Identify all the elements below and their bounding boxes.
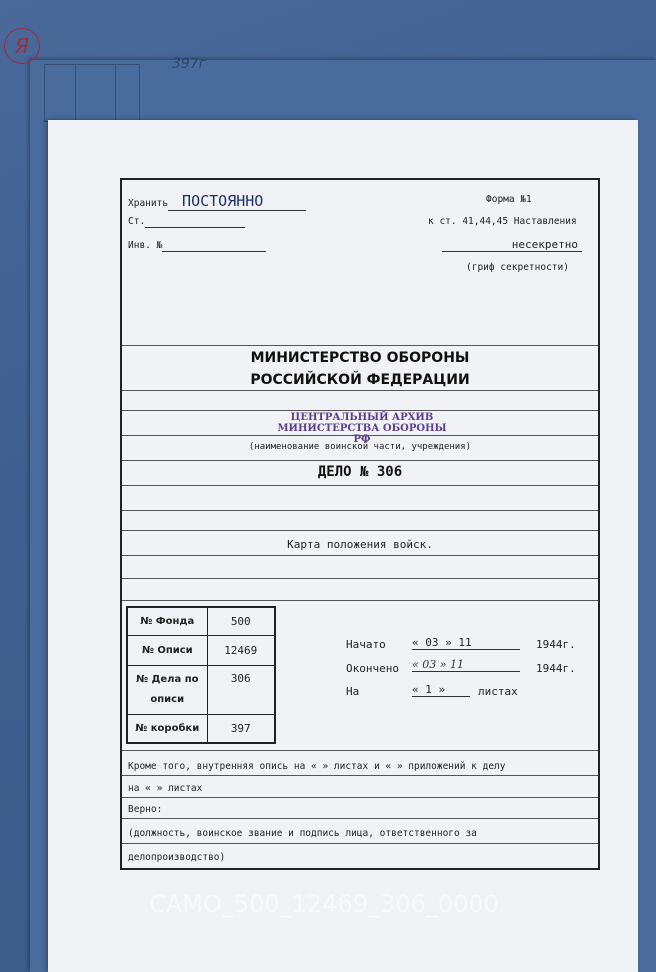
table-row bbox=[127, 715, 275, 743]
st-reference: к ст. 41,44,45 Наставления bbox=[428, 216, 577, 227]
keep-row bbox=[128, 192, 306, 211]
stamp-line-2: МИНИСТЕРСТВА ОБОРОНЫ РФ bbox=[277, 423, 447, 445]
inventory-line-2: на « » листах bbox=[128, 783, 203, 794]
signature-caption-2: делопроизводство) bbox=[128, 852, 226, 863]
rule-line bbox=[122, 485, 598, 486]
inv-row bbox=[128, 240, 266, 252]
opis-label: № Описи bbox=[127, 635, 207, 665]
ministry-line-1: МИНИСТЕРСТВО ОБОРОНЫ bbox=[250, 350, 470, 366]
st-label: Ст. bbox=[128, 216, 146, 227]
delo-value: 306 bbox=[207, 666, 275, 715]
table-row bbox=[127, 635, 275, 665]
secrecy-row bbox=[442, 238, 582, 252]
rule-line bbox=[122, 578, 598, 579]
keep-label: Хранить bbox=[128, 198, 169, 209]
rule-line bbox=[122, 390, 598, 391]
archive-stamp bbox=[272, 412, 452, 445]
stamp-line-1: ЦЕНТРАЛЬНЫЙ АРХИВ bbox=[290, 412, 434, 423]
pencil-number: 397г bbox=[172, 56, 207, 72]
rule-line bbox=[122, 750, 598, 751]
rule-line bbox=[122, 460, 598, 461]
rule-line bbox=[122, 555, 598, 556]
case-title: ДЕЛО № 306 bbox=[317, 464, 403, 480]
sheets-value: « 1 » bbox=[412, 683, 470, 697]
archive-index-table bbox=[126, 606, 276, 744]
rule-line bbox=[122, 510, 598, 511]
verified-label: Верно: bbox=[128, 804, 163, 815]
fond-label: № Фонда bbox=[127, 607, 207, 635]
rule-line bbox=[122, 797, 598, 798]
table-row bbox=[127, 666, 275, 715]
sheets-label: На bbox=[346, 685, 360, 698]
opis-value: 12469 bbox=[207, 635, 275, 665]
sheets-unit: листах bbox=[478, 685, 518, 698]
unit-caption: (наименование воинской части, учреждения) bbox=[248, 442, 472, 452]
case-cover-form bbox=[120, 178, 600, 870]
form-label: Форма №1 bbox=[486, 194, 532, 205]
ended-value: « 03 » 11 bbox=[412, 658, 520, 672]
st-row bbox=[128, 216, 245, 228]
rule-line bbox=[122, 345, 598, 346]
archive-watermark: САМО_500_12469_306_0000 bbox=[149, 890, 499, 918]
rule-line bbox=[122, 530, 598, 531]
secrecy-value: несекретно bbox=[442, 238, 582, 252]
started-label: Начато bbox=[346, 638, 386, 651]
case-subject: Карта положения войск. bbox=[287, 538, 433, 551]
archive-label-sticker bbox=[44, 64, 140, 122]
ministry-line-2: РОССИЙСКОЙ ФЕДЕРАЦИИ bbox=[250, 372, 470, 388]
box-label: № коробки bbox=[127, 715, 207, 743]
circled-letter-mark: Я bbox=[4, 28, 40, 64]
delo-label: № Дела по описи bbox=[127, 666, 207, 715]
rule-line bbox=[122, 818, 598, 819]
box-value: 397 bbox=[207, 715, 275, 743]
inventory-line: Кроме того, внутренняя опись на « » листах и « » приложений к делу bbox=[128, 761, 506, 772]
inv-label: Инв. № bbox=[128, 240, 163, 251]
rule-line bbox=[122, 843, 598, 844]
table-row bbox=[127, 607, 275, 635]
started-value: « 03 » 11 bbox=[412, 636, 520, 650]
started-year: 1944г. bbox=[536, 638, 576, 651]
ended-year: 1944г. bbox=[536, 662, 576, 675]
signature-caption-1: (должность, воинское звание и подпись лица, ответственного за bbox=[128, 828, 477, 839]
keep-value: ПОСТОЯННО bbox=[168, 192, 306, 211]
rule-line bbox=[122, 410, 598, 411]
secrecy-caption: (гриф секретности) bbox=[466, 262, 569, 273]
document-sheet bbox=[48, 120, 638, 972]
fond-value: 500 bbox=[207, 607, 275, 635]
ended-label: Окончено bbox=[346, 662, 399, 675]
rule-line bbox=[122, 600, 598, 601]
rule-line bbox=[122, 775, 598, 776]
